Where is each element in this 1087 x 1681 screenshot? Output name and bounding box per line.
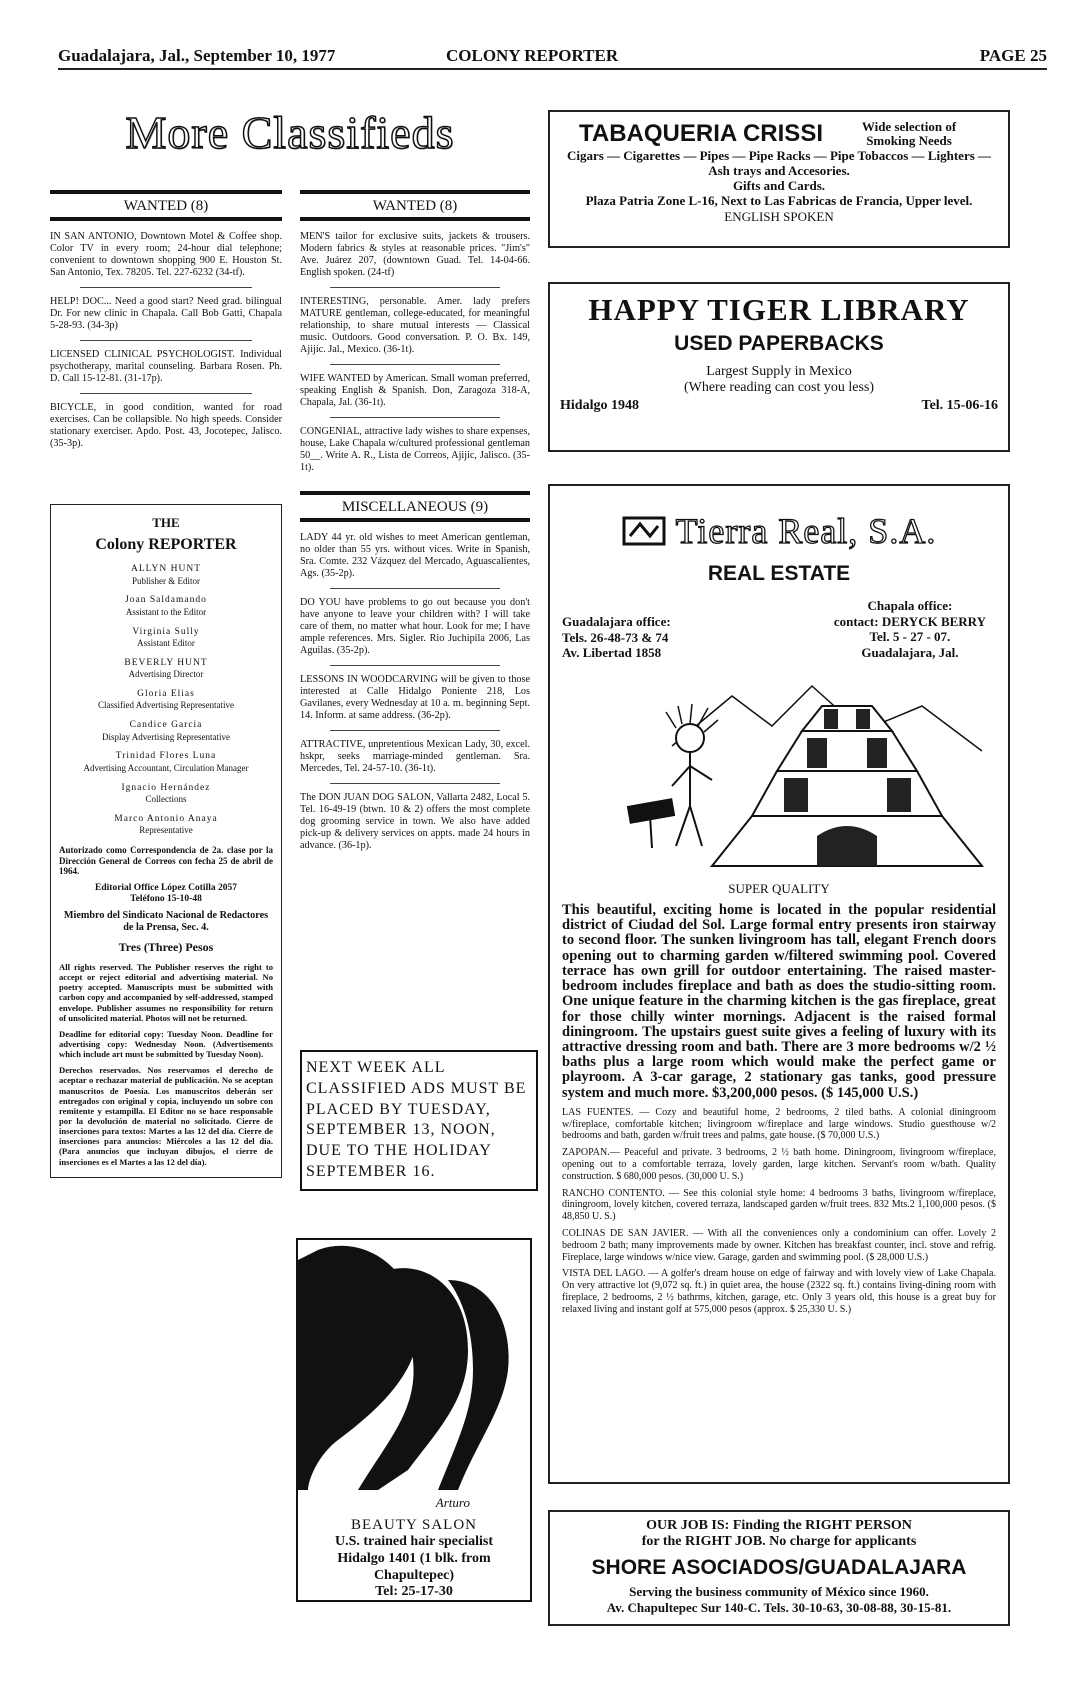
staff-entry: Joan Saldamando Assistant to the Editor [125, 595, 207, 617]
chapala-office: Chapala office: contact: DERYCK BERRY Tel. 5 - 27 - 07. Guadalajara, Jal. [833, 598, 986, 660]
tabaqueria-products: Cigars — Cigarettes — Pipes — Pipe Racks — Pipe Tobaccos — Lighters — Ash trays and Accesories. [566, 147, 992, 178]
classified-ad: LICENSED CLINICAL PSYCHOLOGIST. Individual psychotherapy, marital counseling. Barbara Rosen. Ph. D. Call 15-12-81. (31-17p). [50, 349, 282, 385]
library-sub: USED PAPERBACKS [674, 332, 884, 355]
library-line: Largest Supply in Mexico [706, 364, 852, 379]
staff-entry: BEVERLY HUNT Advertising Director [124, 657, 208, 680]
artist-signature: Arturo [435, 1495, 470, 1510]
shore-name: SHORE ASOCIADOS/GUADALAJARA [591, 1556, 967, 1579]
classified-ad: HELP! DOC... Need a good start? Need grad. bilingual Dr. For new clinic in Chapala. Call Bob Gatti, Chapala 5-28-93. (34-3p) [50, 296, 282, 332]
classified-ad: BICYCLE, in good condition, wanted for road exercises. Can be collapsible. No high speeds. Consider stationary exerciser. Apdo. Post. 43, Jocotepec, Jalisco. (35-3p). [50, 402, 282, 450]
listing: ZAPOPAN.— Peaceful and private. 3 bedrooms, 2 ½ bath home. Diningroom, livingroom w/fireplace, opening out to a comfortable terraza, lovely garden, large kitchen. Servant's room w/bath. Quality construction. $ 680,000 pesos. (30,000 U. S.) [562, 1147, 996, 1182]
listing: VISTA DEL LAGO. — A golfer's dream house on edge of fairway and with lovely view of Lake Chapala. On very attractive lot (9,072 sq. ft.) in quiet area, the house (2322 sq. ft.) contains living-dining room with fireplace, 2 bedrooms, 2 ½ bathrms, kitchen, garage, etc. Only 3 years old, this house is a great buy for relaxed living and instant golf at 575,000 pesos (approx. $ 25,330 U. S.) [562, 1268, 996, 1315]
classified-ad: INTERESTING, personable. Amer. lady prefers MATURE gentleman, college-educated, for meaningful relationship, to share mutual interests — Classical music. Outdoors. Good conversation. P. O. Bx. 149, Ajijic. Jal., Mexico. (36-1t). [300, 296, 530, 356]
paper-name: COLONY REPORTER [446, 46, 619, 65]
wanted-heading: WANTED (8) [50, 190, 282, 221]
section-title: More Classifieds [125, 107, 455, 158]
shore-line: OUR JOB IS: Finding the RIGHT PERSON [646, 1518, 912, 1533]
dateline: Guadalajara, Jal., September 10, 1977 [58, 46, 336, 65]
union-member: Miembro del Sindicato Nacional de Redactores de la Prensa, Sec. 4. [63, 909, 269, 933]
tierra-sub: REAL ESTATE [707, 562, 851, 585]
library-ad [548, 282, 1010, 452]
classified-ad: MEN'S tailor for exclusive suits, jackets & trousers. Modern fabrics & styles at reasonable prices. "Jim's" Ave. Juárez 207, (downtown Guad. Tel. 14-04-66. English spoken. (24-tf) [300, 231, 530, 279]
salon-phone: Tel: 25-17-30 [375, 1584, 453, 1600]
tierra-real-ad [548, 484, 1010, 1484]
classified-ad: CONGENIAL, attractive lady wishes to share expenses, house, Lake Chapala w/cultured professional gentleman 50__. Write A. R., Lista de Correos, Ajijic, Jalisco. (35-1t). [300, 426, 530, 474]
masthead [50, 504, 282, 1177]
staff-entry: Ignacio Hernández Collections [121, 782, 211, 804]
staff-entry: Gloria Elias Classified Advertising Representative [98, 688, 234, 711]
derechos: Derechos reservados. Nos reservamos el derecho de aceptar o rechazar material de publicación. No se aceptan manuscritos de Poesía. Los manuscritos deberán ser entregados con original y copia, incluyendo un sobre con remitente y estampilla. El Editor no se hace responsable por la devolución de material no solicitado. Cierre de inserciones para textos: Martes a las 12 del día. Cierre de inserciones para anuncios: Miércoles a las 12 del día. (Para anuncios que incluyan dibujos, el cierre de inserciones es el Martes a las 12 del día). [59, 1065, 273, 1167]
staff-entry: ALLYN HUNT Publisher & Editor [131, 564, 201, 586]
masthead-the: THE [152, 515, 180, 531]
shore-line: Serving the business community of México since 1960. [629, 1584, 929, 1599]
salon-title: BEAUTY SALON [350, 1517, 478, 1533]
staff-entry: Candice Garcia Display Advertising Representative [102, 720, 230, 742]
tabaqueria-english: ENGLISH SPOKEN [724, 209, 834, 225]
office: Editorial Office López Cotilla 2057 [95, 882, 237, 893]
page-header [58, 44, 1047, 70]
classified-ad: LADY 44 yr. old wishes to meet American gentleman, no older than 55 yrs. without vices. Write in Spanish, Sra. Comte. 232 Vázquez del Mercado, Aguascalientes, Ags. (35-2p). [300, 531, 530, 579]
misc-heading: MISCELLANEOUS (9) [300, 491, 530, 522]
tabaqueria-tag: Wide selection of Smoking Needs [861, 119, 957, 149]
tabaqueria-ad [548, 110, 1010, 248]
phone: Teléfono 15-10-48 [130, 894, 202, 905]
beauty-salon-ad [296, 1238, 532, 1602]
shore-ad [548, 1510, 1010, 1626]
staff-entry: Marco Antonio Anaya Representative [114, 813, 218, 836]
salon-illustration [298, 1240, 530, 1490]
salon-address: Hidalgo 1401 (1 blk. from Chapultepec) [337, 1550, 491, 1583]
holiday-notice: NEXT WEEK ALL CLASSIFIED ADS MUST BE PLACED BY TUESDAY, SEPTEMBER 13, NOON, DUE TO THE HOLIDAY SEPTEMBER 16. [300, 1050, 538, 1191]
listing: COLINAS DE SAN JAVIER. — With all the conveniences only a condominium can offer. Lovely 2 bedroom 2 bath; many improvements made by owner. Kitchen has breakfast counter, incl. stove and refrig. Fireplace, large windows w/nice view. Garage, garden and swimming pool. ($ 28,000 U.S.) [562, 1228, 996, 1263]
classified-ad: The DON JUAN DOG SALON, Vallarta 2482, Local 5. Tel. 16-49-19 (btwn. 10 & 2) offers the most complete dog grooming service in town. We also have added pick-up & delivery services on appts. made 24 hours in advance. (36-1p). [300, 792, 530, 852]
legal-notice: Autorizado como Correspondencia de 2a. clase por la Dirección General de Correos con fecha 25 de abril de 1964. [59, 844, 273, 877]
guadalajara-office: Guadalajara office: Tels. 26-48-73 & 74 Av. Libertad 1858 [562, 614, 671, 661]
classified-ad: WIFE WANTED by American. Small woman preferred, speaking English & Spanish. Don, Zaragoza 318-A, Chapala, Jal. (36-1t). [300, 373, 530, 409]
wanted-heading: WANTED (8) [300, 190, 530, 221]
deadlines: Deadline for editorial copy: Tuesday Noon. Deadline for advertising copy: Wednesday Noon. (Advertisements which include art must be submitted by Tuesday Noon). [59, 1028, 273, 1060]
tabaqueria-address: Plaza Patria Zone L-16, Next to Las Fabricas de Francia, Upper level. [585, 193, 973, 209]
shore-line: for the RIGHT JOB. No charge for applicants [641, 1534, 917, 1549]
shore-address: Av. Chapultepec Sur 140-C. Tels. 30-10-63, 30-08-88, 30-15-81. [606, 1600, 952, 1615]
page-number: PAGE 25 [979, 46, 1047, 65]
tierra-name: Tierra Real, S.A. [675, 511, 937, 551]
listing: LAS FUENTES. — Cozy and beautiful home, 2 bedrooms, 2 tiled baths. A colonial diningroom w/fireplace, comfortable kitchen; livingroom w/fireplace and large windows. Studio guesthouse w/2 bedrooms and bath, garden w/fruit trees and palms, gate house. ($ 70,000 U.S.) [562, 1106, 996, 1142]
tierra-logo-icon [622, 516, 666, 546]
staff-entry: Trinidad Flores Luna Advertising Accountant, Circulation Manager [83, 751, 249, 773]
tabaqueria-name: TABAQUERIA CRISSI [578, 120, 823, 148]
column-left [50, 100, 540, 177]
library-address: Hidalgo 1948 [560, 398, 639, 413]
classified-ad: IN SAN ANTONIO, Downtown Motel & Coffee shop. Color TV in every room; 24-hour dial telephone; convenient to downtown shopping 900 E. Houston St. San Antonio, Tex. 78205. Tel. 227-6232 (34-tf). [50, 231, 282, 279]
wanted-column-2 [300, 190, 530, 858]
rights: All rights reserved. The Publisher reserves the right to accept or reject editorial and advertising material. No poetry accepted. Manuscripts must be submitted with carbon copy and accompanied by self-addressed, stamped envelope. Publisher assumes no responsibility for return of unsolicited material. Photos will not be returned. [59, 961, 273, 1023]
pyramid-house-cartoon [562, 676, 998, 872]
listing: RANCHO CONTENTO. — See this colonial style home: 4 bedrooms 3 baths, livingroom w/fireplace, diningroom, lovely kitchen, covered terraza, landscaped garden w/fruit trees. 832 Mts.2 1,100,000 pesos. ($ 48,850 U. S.) [562, 1187, 996, 1223]
classified-ad: ATTRACTIVE, unpretentious Mexican Lady, 30, excel. hskpr, seeks marriage-minded gentleman. Sra. Mercedes, Tel. 24-57-10. (36-1t). [300, 738, 530, 774]
salon-line: U.S. trained hair specialist [334, 1534, 494, 1549]
tabaqueria-gifts: Gifts and Cards. [732, 178, 826, 194]
price: Tres (Three) Pesos [118, 939, 214, 954]
classified-ad: DO YOU have problems to go out because you don't have anyone to leave your children with? I will take care of them, no matter what hour. Look for me; I have ample references. Mrs. Sigler. Rio Juchipila 2006, Las Aguilas. (35-2p). [300, 596, 530, 656]
library-phone: Tel. 15-06-16 [921, 398, 998, 413]
staff-entry: Virginia Sully Assistant Editor [132, 626, 200, 648]
library-line: (Where reading can cost you less) [683, 380, 875, 395]
classified-ad: LESSONS IN WOODCARVING will be given to those interested at Calle Hidalgo Poniente 218, Los Gavilanes, every Wednesday at 10 a. m. beginning Sept. 14. Inform. at same address. (36-2p). [300, 673, 530, 721]
super-quality: SUPER QUALITY [728, 881, 830, 896]
masthead-name: Colony REPORTER [95, 536, 237, 554]
wanted-column-1 [50, 190, 282, 1178]
featured-listing: This beautiful, exciting home is located in the popular residential district of Ciudad del Sol. Large formal entry presents iron stairway to second floor. The sunken livingroom has tall, elegant French doors opening out to charming garden w/filtered swimming pool. Covered terrace has own grill for outdoor entertaining. The raised master-bedroom includes fireplace and bath as does the studio-sitting room. One unique feature in the charming kitchen is the gas fireplace, great for those chilly winter mornings. Adjacent is the raised formal diningroom. The upstairs guest suite gives a feeling of luxury with its attractive dressing room and bath. There are 3 more bedrooms w/2 ½ baths plus a large room which would make the perfect game or playroom. A 3-car garage, 2 stationary gas tanks, good pressure system and much more. $3,200,000 pesos. ($ 145,000 U.S.) [562, 902, 996, 1101]
library-name: HAPPY TIGER LIBRARY [588, 292, 970, 327]
